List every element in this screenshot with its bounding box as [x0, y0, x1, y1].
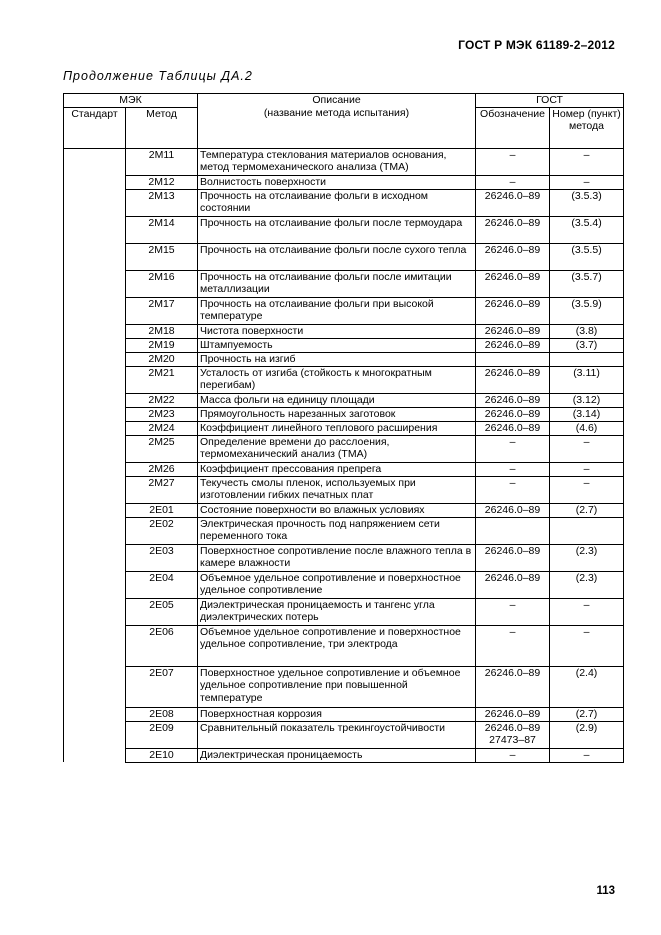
table-row [64, 366, 624, 393]
table-continuation-title: Продолжение Таблицы ДА.2 [63, 69, 253, 83]
method-cell: 2E07 [126, 666, 198, 707]
table-body [64, 148, 624, 762]
number-cell: – [550, 462, 624, 476]
number-cell: (2.4) [550, 666, 624, 707]
table-row [64, 216, 624, 243]
method-cell: 2M11 [126, 148, 198, 175]
description-cell: Прочность на отслаивание фольги после термоудара [198, 216, 476, 243]
method-cell: 2M12 [126, 175, 198, 189]
designation-cell [476, 352, 550, 366]
method-cell: 2M16 [126, 270, 198, 297]
designation-cell: 26246.0–89 [476, 393, 550, 407]
description-cell: Прямоугольность нарезанных заготовок [198, 407, 476, 421]
description-cell: Прочность на изгиб [198, 352, 476, 366]
method-cell: 2M21 [126, 366, 198, 393]
number-cell: (3.11) [550, 366, 624, 393]
designation-cell: 26246.0–89 [476, 216, 550, 243]
number-cell [550, 352, 624, 366]
description-cell: Поверхностная коррозия [198, 707, 476, 721]
number-cell: – [550, 175, 624, 189]
number-cell: (3.5.9) [550, 297, 624, 324]
method-cell: 2E10 [126, 748, 198, 762]
method-cell: 2E03 [126, 544, 198, 571]
description-cell: Поверхностное сопротивление после влажного тепла в камере влажности [198, 544, 476, 571]
description-cell: Определение времени до расслоения, термомеханический анализ (ТМА) [198, 435, 476, 462]
number-cell: (3.14) [550, 407, 624, 421]
number-cell: (2.7) [550, 503, 624, 517]
designation-cell: 26246.0–89 [476, 270, 550, 297]
designation-cell: 26246.0–89 [476, 189, 550, 216]
table-row [64, 421, 624, 435]
designation-cell: – [476, 148, 550, 175]
number-column-header: Номер (пункт) метода [550, 107, 624, 148]
method-cell: 2M20 [126, 352, 198, 366]
description-cell: Волнистость поверхности [198, 175, 476, 189]
designation-cell: 26246.0–89 [476, 571, 550, 598]
number-cell: (3.5.7) [550, 270, 624, 297]
method-cell: 2M15 [126, 243, 198, 270]
table-row [64, 707, 624, 721]
table-row [64, 748, 624, 762]
description-cell: Поверхностное удельное сопротивление и объемное удельное сопротивление при повышенной температуре [198, 666, 476, 707]
number-cell: (2.9) [550, 721, 624, 748]
method-cell: 2E01 [126, 503, 198, 517]
description-cell: Прочность на отслаивание фольги при высокой температуре [198, 297, 476, 324]
table-row [64, 189, 624, 216]
description-cell: Коэффициент линейного теплового расширения [198, 421, 476, 435]
number-cell: – [550, 598, 624, 625]
description-cell: Состояние поверхности во влажных условиях [198, 503, 476, 517]
number-cell: (3.8) [550, 324, 624, 338]
table-row [64, 476, 624, 503]
table-row [64, 721, 624, 748]
method-cell: 2E09 [126, 721, 198, 748]
table-row [64, 352, 624, 366]
number-cell: (2.7) [550, 707, 624, 721]
designation-cell: 26246.0–89 [476, 338, 550, 352]
table-row [64, 393, 624, 407]
description-cell: Диэлектрическая проницаемость [198, 748, 476, 762]
number-cell: – [550, 625, 624, 666]
table-row [64, 544, 624, 571]
description-cell: Текучесть смолы пленок, используемых при изготовлении гибких печатных плат [198, 476, 476, 503]
description-cell: Диэлектрическая проницаемость и тангенс угла диэлектрических потерь [198, 598, 476, 625]
designation-cell: – [476, 462, 550, 476]
description-cell: Температура стеклования материалов основания, метод термомеханического анализа (ТМА) [198, 148, 476, 175]
method-cell: 2M18 [126, 324, 198, 338]
description-cell: Объемное удельное сопротивление и поверхностное удельное сопротивление, три электрода [198, 625, 476, 666]
designation-cell: 26246.0–89 [476, 243, 550, 270]
standard-column-header: Стандарт [64, 107, 126, 148]
description-cell: Масса фольги на единицу площади [198, 393, 476, 407]
method-column-header: Метод [126, 107, 198, 148]
table-row [64, 503, 624, 517]
number-cell: (2.3) [550, 571, 624, 598]
iec-group-header: МЭК [64, 94, 198, 108]
method-cell: 2M25 [126, 435, 198, 462]
designation-column-header: Обозначение [476, 107, 550, 148]
description-cell: Сравнительный показатель трекингоустойчивости [198, 721, 476, 748]
method-cell: 2M26 [126, 462, 198, 476]
description-cell: Коэффициент прессования препрега [198, 462, 476, 476]
method-cell: 2E05 [126, 598, 198, 625]
table-row [64, 148, 624, 175]
designation-cell: – [476, 175, 550, 189]
designation-cell: 26246.0–89 [476, 421, 550, 435]
page-number: 113 [596, 885, 615, 897]
method-cell: 2M27 [126, 476, 198, 503]
table-row [64, 407, 624, 421]
number-cell: (3.5.5) [550, 243, 624, 270]
method-cell: 2M24 [126, 421, 198, 435]
method-cell: 2M17 [126, 297, 198, 324]
number-cell: (4.6) [550, 421, 624, 435]
method-cell: 2M19 [126, 338, 198, 352]
method-cell: 2M23 [126, 407, 198, 421]
description-cell: Чистота поверхности [198, 324, 476, 338]
method-cell: 2E08 [126, 707, 198, 721]
method-cell: 2E06 [126, 625, 198, 666]
number-cell: (3.5.3) [550, 189, 624, 216]
number-cell: – [550, 148, 624, 175]
table-row [64, 625, 624, 666]
description-cell: Объемное удельное сопротивление и поверхностное удельное сопротивление [198, 571, 476, 598]
designation-cell: – [476, 598, 550, 625]
method-cell: 2M13 [126, 189, 198, 216]
designation-cell: – [476, 476, 550, 503]
gost-group-header: ГОСТ [476, 94, 624, 108]
designation-cell: 26246.0–89 [476, 366, 550, 393]
number-cell: – [550, 476, 624, 503]
standard-cell [64, 148, 126, 762]
table-row [64, 324, 624, 338]
number-cell: (3.12) [550, 393, 624, 407]
table-row [64, 175, 624, 189]
methods-table [63, 93, 624, 763]
designation-cell: 26246.0–89 [476, 324, 550, 338]
description-cell: Штампуемость [198, 338, 476, 352]
table-row [64, 517, 624, 544]
table-row [64, 435, 624, 462]
description-cell: Прочность на отслаивание фольги после имитации металлизации [198, 270, 476, 297]
designation-cell: – [476, 435, 550, 462]
number-cell: (3.5.4) [550, 216, 624, 243]
designation-cell: 26246.0–89 [476, 544, 550, 571]
table-row [64, 571, 624, 598]
designation-cell: – [476, 625, 550, 666]
designation-cell: 26246.0–89 [476, 707, 550, 721]
designation-cell [476, 517, 550, 544]
designation-cell: 26246.0–89 27473–87 [476, 721, 550, 748]
number-cell: – [550, 748, 624, 762]
table-row [64, 338, 624, 352]
table-row [64, 666, 624, 707]
designation-cell: – [476, 748, 550, 762]
designation-cell: 26246.0–89 [476, 297, 550, 324]
description-cell: Усталость от изгиба (стойкость к многократным перегибам) [198, 366, 476, 393]
method-cell: 2E04 [126, 571, 198, 598]
description-cell: Прочность на отслаивание фольги после сухого тепла [198, 243, 476, 270]
table-row [64, 297, 624, 324]
table-row [64, 598, 624, 625]
designation-cell: 26246.0–89 [476, 503, 550, 517]
description-header [198, 94, 476, 149]
description-cell: Прочность на отслаивание фольги в исходном состоянии [198, 189, 476, 216]
method-cell: 2E02 [126, 517, 198, 544]
designation-cell: 26246.0–89 [476, 407, 550, 421]
method-cell: 2M14 [126, 216, 198, 243]
description-header-title: Описание [312, 94, 361, 106]
table-row [64, 462, 624, 476]
number-cell [550, 517, 624, 544]
number-cell: (2.3) [550, 544, 624, 571]
table-row [64, 243, 624, 270]
number-cell: (3.7) [550, 338, 624, 352]
description-header-sub: (название метода испытания) [263, 106, 410, 119]
table-row [64, 270, 624, 297]
designation-cell: 26246.0–89 [476, 666, 550, 707]
description-cell: Электрическая прочность под напряжением сети переменного тока [198, 517, 476, 544]
number-cell: – [550, 435, 624, 462]
method-cell: 2M22 [126, 393, 198, 407]
document-code: ГОСТ Р МЭК 61189-2–2012 [458, 38, 615, 52]
